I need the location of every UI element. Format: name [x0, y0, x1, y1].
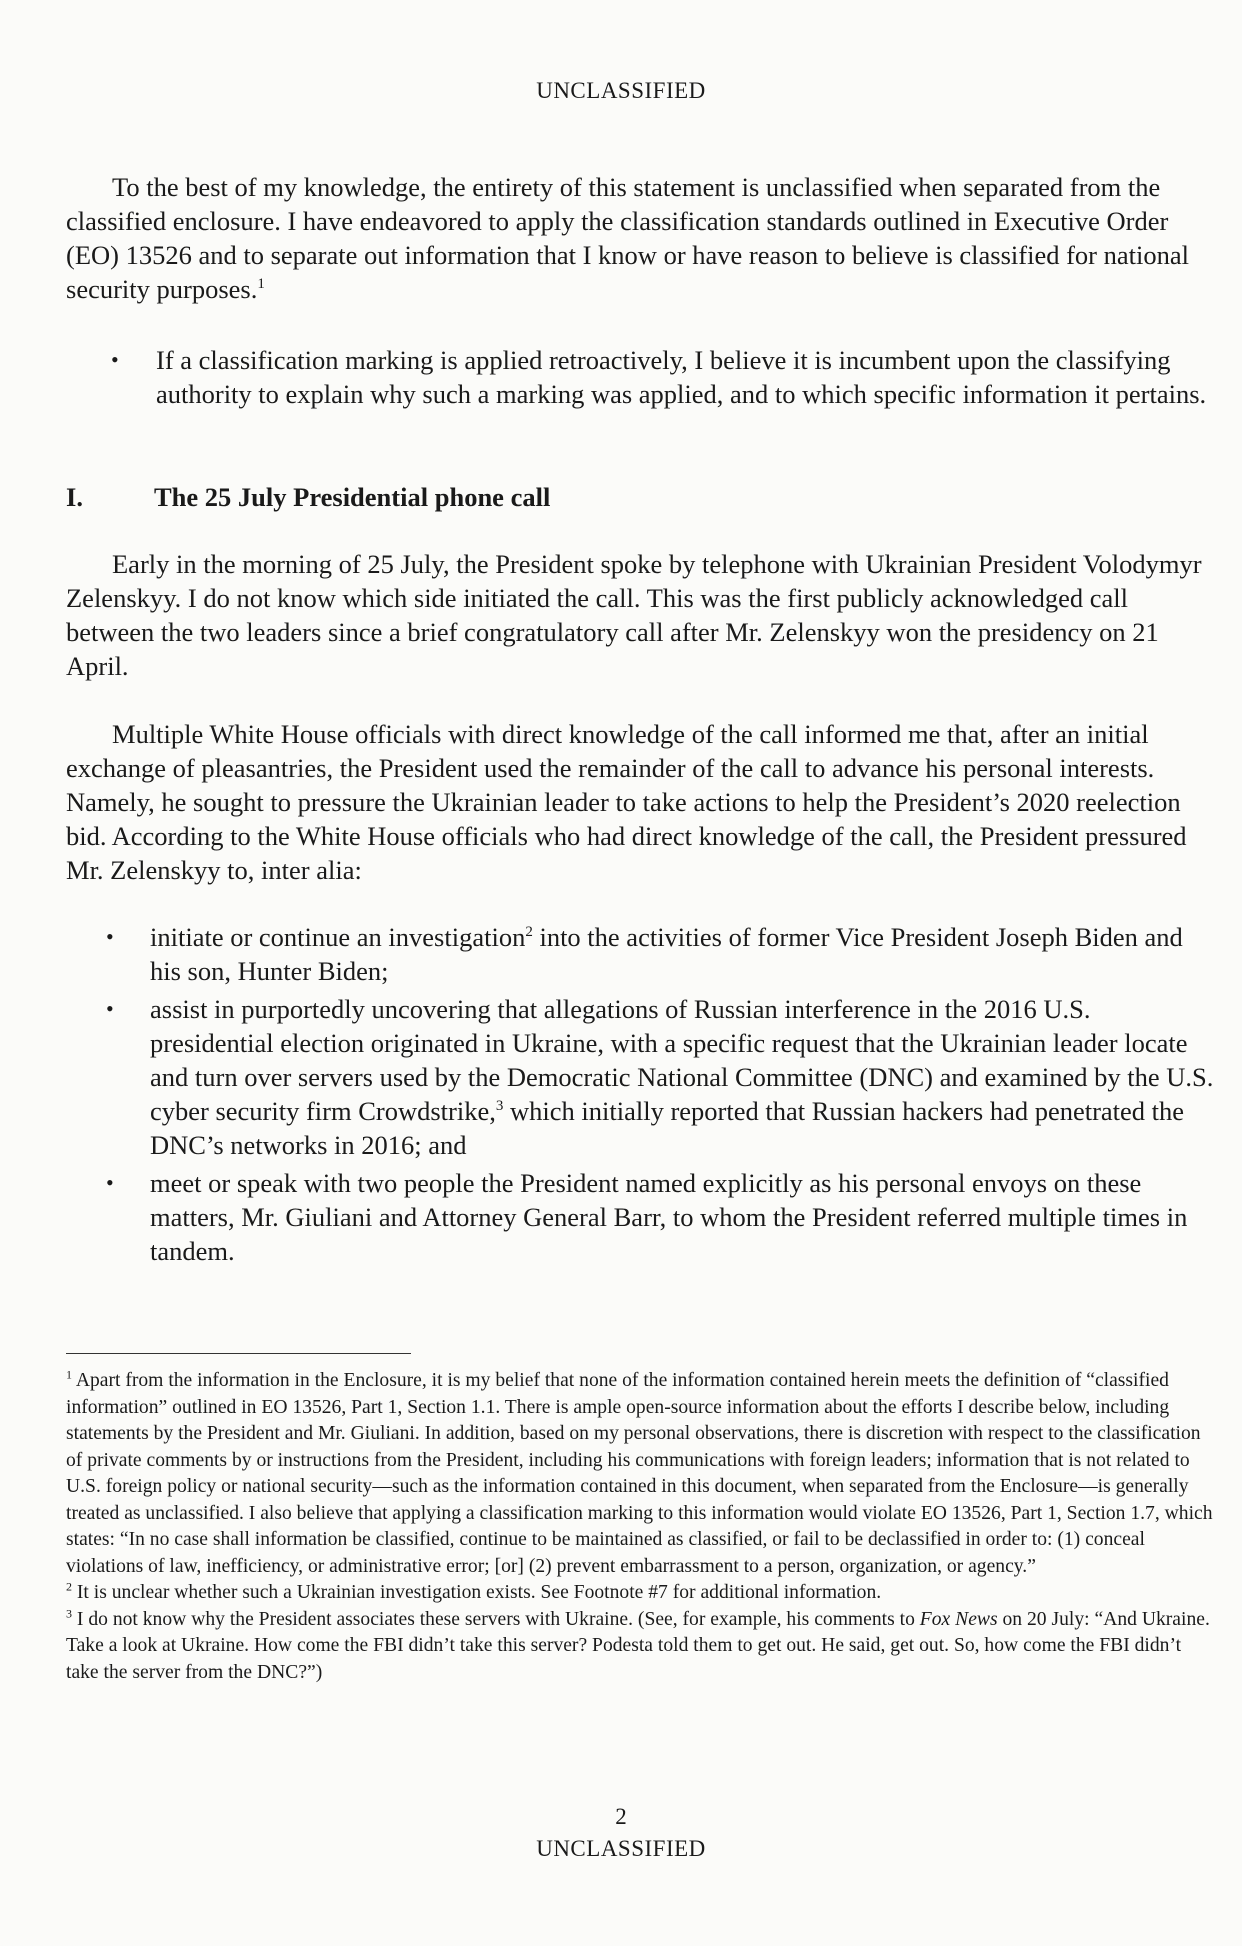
- footnote-3-number: 3: [66, 1605, 72, 1620]
- bullet-icon: •: [111, 347, 119, 372]
- body-paragraph-2: Multiple White House officials with direct knowledge of the call informed me that, after an initial exchange of pleasantries, the President used the remainder of the call to advance his personal interests. Namely, he sought to pressure the Ukrainian leader to take actions to help the President’s 2020 reelection bid. According to the White House officials who had direct knowledge of the call, the President pressured Mr. Zelenskyy to, inter alia:: [66, 719, 1187, 885]
- intro-paragraph: [66, 170, 1216, 306]
- body-paragraph-1: Early in the morning of 25 July, the President spoke by telephone with Ukrainian President Volodymyr Zelenskyy. I do not know which side initiated the call. This was the first publicly acknowledged call between the two leaders since a brief congratulatory call after Mr. Zelenskyy won the presidency on 21 April.: [66, 549, 1202, 681]
- bullet-icon: •: [106, 924, 114, 949]
- intro-bullet-text: If a classification marking is applied retroactively, I believe it is incumbent upon the classifying authority to explain why such a marking was applied, and to which specific information it pertains.: [156, 345, 1207, 409]
- footnote-3-text-a: I do not know why the President associates these servers with Ukraine. (See, for example, his comments to: [72, 1608, 920, 1630]
- demand-3-text: meet or speak with two people the President named explicitly as his personal envoys on these matters, Mr. Giuliani and Attorney General Barr, to whom the President referred multiple times in tandem.: [150, 1168, 1188, 1266]
- intro-bullet-item: [66, 343, 1216, 411]
- demand-1-text-b: into the activities of former Vice President Joseph Biden and his son, Hunter Biden;: [150, 922, 1183, 986]
- demand-1-text-a: initiate or continue an investigation: [150, 922, 526, 952]
- demands-bullet-list: [66, 920, 1216, 1272]
- footer-classification-marking: UNCLASSIFIED: [536, 1836, 706, 1861]
- header-classification-marking: UNCLASSIFIED: [536, 78, 706, 103]
- intro-paragraph-text: To the best of my knowledge, the entirety of this statement is unclassified when separated from the classified enclosure. I have endeavored to apply the classification standards outlined in Executive Order (EO) 13526 and to separate out information that I know or have reason to believe is classified for national security purposes.: [66, 172, 1189, 304]
- footnote-2-text: It is unclear whether such a Ukrainian investigation exists. See Footnote #7 for additional information.: [72, 1582, 882, 1603]
- footnote-1: [66, 1368, 1216, 1580]
- intro-bullet-list: [66, 343, 1216, 415]
- footnote-1-number: 1: [66, 1367, 72, 1382]
- bullet-icon: •: [106, 1170, 114, 1195]
- demand-2-text-a: assist in purportedly uncovering that allegations of Russian interference in the 2016 U.S. presidential election originated in Ukraine, with a specific request that the Ukrainian leader locate and turn over servers used by the Democratic National Committee (DNC) and examined by the U.S. cyber security firm Crowdstrike,: [150, 994, 1214, 1126]
- footnotes-section: [66, 1368, 1216, 1686]
- demand-bullet-item-1: [66, 920, 1216, 988]
- footnote-ref-3: 3: [495, 1098, 504, 1115]
- footnote-2-number: 2: [66, 1579, 72, 1594]
- footnote-2: [66, 1580, 1216, 1607]
- footnote-1-text: Apart from the information in the Enclosure, it is my belief that none of the information contained herein meets the definition of “classified information” outlined in EO 13526, Part 1, Section 1.1. There is ample open-source information about the efforts I describe below, including statements by the President and Mr. Giuliani. In addition, based on my personal observations, there is discretion with respect to the classification of private comments by or instructions from the President, including his communications with foreign leaders; information that is not related to U.S. foreign policy or national security—such as the information contained in this document, when separated from the Enclosure—is generally treated as unclassified. I also believe that applying a classification marking to this information would violate EO 13526, Part 1, Section 1.7, which states: “In no case shall information be classified, continue to be maintained as classified, or fail to be declassified in order to: (1) conceal violations of law, inefficiency, or administrative error; [or] (2) prevent embarrassment to a person, organization, or agency.”: [66, 1370, 1213, 1577]
- demand-2-text-b: which initially reported that Russian hackers had penetrated the DNC’s networks in 2016; and: [150, 1096, 1185, 1160]
- footnote-3-text-b: on 20 July: “And Ukraine. Take a look at Ukraine. How come the FBI didn’t take this server? Podesta told them to get out. He said, get out. So, how come the FBI didn’t take the server from the DNC?”): [66, 1608, 1210, 1683]
- footnote-divider: [66, 1353, 411, 1354]
- section-heading: [66, 480, 1166, 514]
- demand-bullet-item-2: [66, 992, 1216, 1162]
- bullet-icon: •: [106, 996, 114, 1021]
- footnote-ref-1: 1: [257, 276, 265, 293]
- section-number: I.: [66, 482, 83, 512]
- section-title: The 25 July Presidential phone call: [154, 482, 551, 512]
- footnote-ref-2: 2: [525, 924, 533, 941]
- demand-bullet-item-3: [66, 1166, 1216, 1268]
- footnote-3-source: Fox News: [919, 1608, 998, 1630]
- footnote-3: [66, 1607, 1216, 1687]
- page-number: 2: [615, 1804, 627, 1829]
